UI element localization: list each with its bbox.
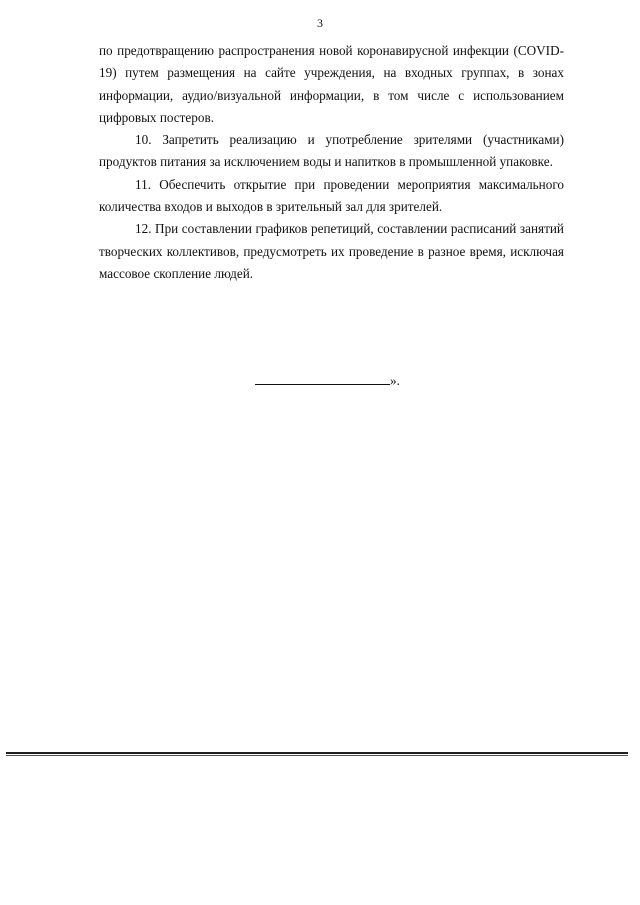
closing-quote-mark: ». — [390, 373, 400, 388]
page-bottom-rule-thin — [6, 755, 628, 756]
page-bottom-rule — [6, 752, 628, 754]
blank-underline — [255, 372, 390, 385]
paragraph-item-12: 12. При составлении графиков репетиций, составлении расписаний занятий творческих коллективов, предусмотреть их проведение в разное время, исключая массовое скопление людей. — [99, 221, 564, 281]
paragraph-item-10: 10. Запретить реализацию и употребление зрителями (участниками) продуктов питания за исключением воды и напитков в промышленной упаковке. — [99, 132, 564, 170]
document-body — [99, 40, 564, 285]
page-number: 3 — [317, 16, 323, 30]
closing-line — [255, 372, 400, 389]
paragraph-item-11: 11. Обеспечить открытие при проведении мероприятия максимального количества входов и выходов в зрительный зал для зрителей. — [99, 176, 564, 215]
paragraph-continuation: по предотвращению распространения новой коронавирусной инфекции (COVID-19) путем размещения на сайте учреждения, на входных группах, в зонах информации, аудио/визуальной информации, в том числе с использованием цифровых постеров. — [99, 43, 564, 125]
